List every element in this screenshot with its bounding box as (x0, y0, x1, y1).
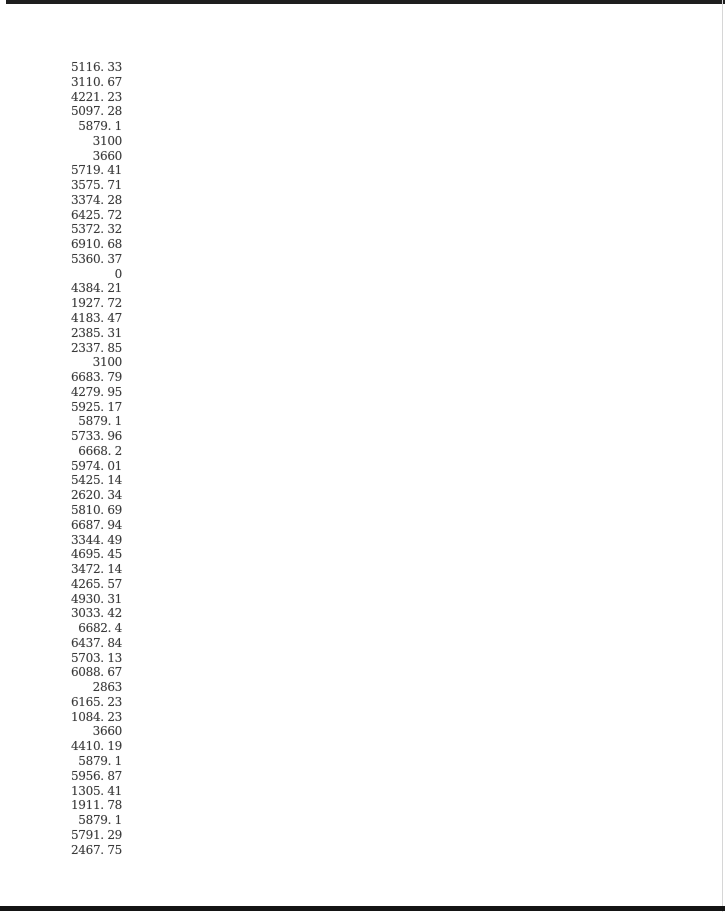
scan-edge-top (6, 0, 725, 4)
value-line: 1927. 72 (70, 296, 122, 311)
value-line: 3344. 49 (70, 532, 122, 547)
value-line: 6425. 72 (70, 207, 122, 222)
value-line: 1911. 78 (70, 798, 122, 813)
value-line: 5425. 14 (70, 473, 122, 488)
value-line: 6683. 79 (70, 370, 122, 385)
value-line: 4265. 57 (70, 576, 122, 591)
value-line: 4410. 19 (70, 739, 122, 754)
value-line: 0 (114, 266, 122, 281)
value-line: 5719. 41 (70, 163, 122, 178)
value-line: 5733. 96 (70, 429, 122, 444)
value-line: 5879. 1 (78, 414, 122, 429)
value-line: 3575. 71 (70, 178, 122, 193)
value-line: 3374. 28 (70, 192, 122, 207)
value-line: 5974. 01 (70, 458, 122, 473)
value-line: 5925. 17 (70, 399, 122, 414)
value-line: 3472. 14 (70, 562, 122, 577)
value-line: 5791. 29 (70, 827, 122, 842)
value-line: 5810. 69 (70, 502, 122, 517)
value-line: 2467. 75 (70, 842, 122, 857)
value-line: 5879. 1 (78, 119, 122, 134)
value-line: 5879. 1 (78, 753, 122, 768)
value-line: 4183. 47 (70, 311, 122, 326)
value-line: 5372. 32 (70, 222, 122, 237)
value-line: 6687. 94 (70, 517, 122, 532)
value-line: 6668. 2 (78, 443, 122, 458)
value-line: 5956. 87 (70, 768, 122, 783)
number-column (0, 60, 122, 857)
scan-edge-right (722, 0, 723, 912)
value-line: 5360. 37 (70, 251, 122, 266)
value-line: 6910. 68 (70, 237, 122, 252)
value-line: 4221. 23 (70, 89, 122, 104)
value-line: 4695. 45 (70, 547, 122, 562)
value-line: 3110. 67 (70, 74, 122, 89)
value-line: 3100 (92, 133, 122, 148)
value-line: 6682. 4 (78, 621, 122, 636)
value-line: 4930. 31 (70, 591, 122, 606)
value-line: 5879. 1 (78, 813, 122, 828)
value-line: 3033. 42 (70, 606, 122, 621)
value-line: 3660 (92, 724, 122, 739)
scan-edge-bottom (0, 906, 725, 911)
value-line: 5116. 33 (70, 60, 122, 74)
value-line: 4384. 21 (70, 281, 122, 296)
value-line: 1305. 41 (70, 783, 122, 798)
value-line: 2337. 85 (70, 340, 122, 355)
value-line: 5097. 28 (70, 104, 122, 119)
value-line: 4279. 95 (70, 384, 122, 399)
value-line: 2863 (92, 680, 122, 695)
value-line: 2620. 34 (70, 488, 122, 503)
value-line: 6088. 67 (70, 665, 122, 680)
value-line: 5703. 13 (70, 650, 122, 665)
value-line: 6437. 84 (70, 635, 122, 650)
value-line: 6165. 23 (70, 694, 122, 709)
value-line: 3100 (92, 355, 122, 370)
value-line: 2385. 31 (70, 325, 122, 340)
value-line: 3660 (92, 148, 122, 163)
value-line: 1084. 23 (70, 709, 122, 724)
